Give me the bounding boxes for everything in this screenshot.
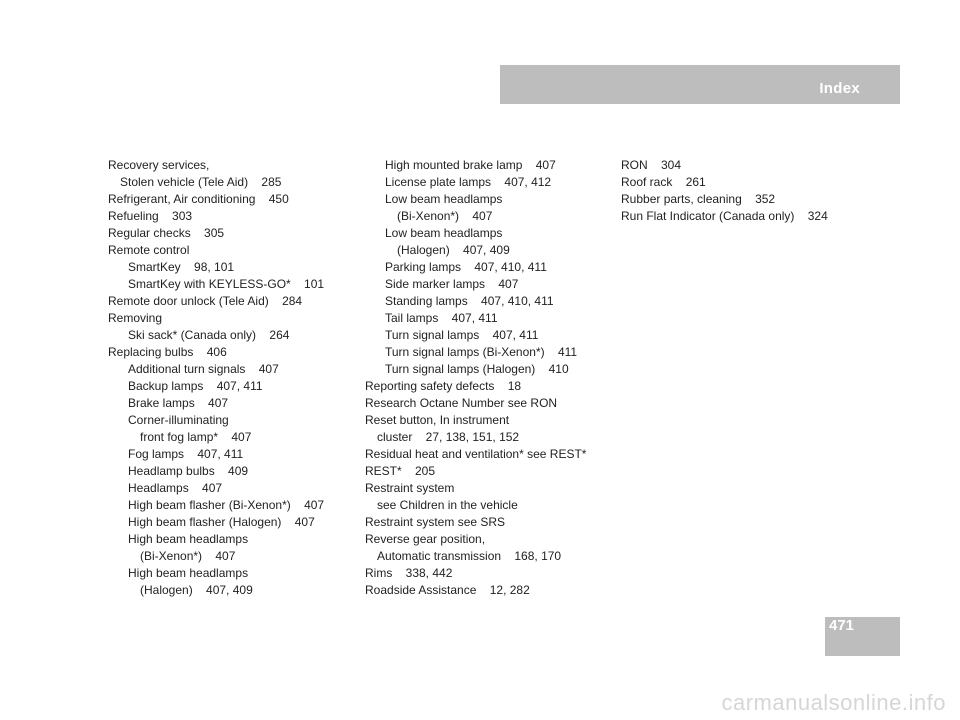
index-entry: Recovery services, (108, 158, 210, 172)
index-entry: (Halogen) 407, 409 (397, 243, 510, 257)
index-entry: Headlamp bulbs 409 (128, 464, 249, 478)
index-entry: Restraint system (365, 481, 455, 495)
index-entry: Roadside Assistance 12, 282 (365, 583, 530, 597)
index-column-1 (108, 157, 358, 599)
index-entry: Ski sack* (Canada only) 264 (128, 328, 290, 342)
header-bar (500, 65, 900, 104)
index-entry: Backup lamps 407, 411 (128, 379, 263, 393)
index-entry: License plate lamps 407, 412 (385, 175, 552, 189)
page-number: 471 (829, 617, 855, 634)
index-entry: Fog lamps 407, 411 (128, 447, 244, 461)
index-entry: High beam flasher (Bi-Xenon*) 407 (128, 498, 325, 512)
index-column-3 (621, 157, 871, 225)
index-entry: Turn signal lamps 407, 411 (385, 328, 539, 342)
index-entry: (Bi-Xenon*) 407 (397, 209, 493, 223)
index-entry: Turn signal lamps (Halogen) 410 (385, 362, 569, 376)
index-entry: High beam headlamps (128, 532, 249, 546)
index-entry: REST* 205 (365, 464, 436, 478)
watermark: carmanualsonline.info (721, 690, 946, 715)
page-title: Index (819, 80, 860, 97)
index-entry: cluster 27, 138, 151, 152 (377, 430, 520, 444)
index-entry: front fog lamp* 407 (140, 430, 252, 444)
index-entry: see Children in the vehicle (377, 498, 518, 512)
index-entry: RON 304 (621, 158, 682, 172)
index-entry: Rims 338, 442 (365, 566, 453, 580)
index-entry: Stolen vehicle (Tele Aid) 285 (120, 175, 282, 189)
index-entry: High beam flasher (Halogen) 407 (128, 515, 315, 529)
index-entry: Refueling 303 (108, 209, 193, 223)
index-entry: Roof rack 261 (621, 175, 706, 189)
index-entry: SmartKey 98, 101 (128, 260, 235, 274)
index-entry: Run Flat Indicator (Canada only) 324 (621, 209, 828, 223)
index-entry: Regular checks 305 (108, 226, 225, 240)
index-entry: Remote control (108, 243, 190, 257)
index-entry: Research Octane Number see RON (365, 396, 558, 410)
index-entry: Rubber parts, cleaning 352 (621, 192, 776, 206)
index-entry: High mounted brake lamp 407 (385, 158, 556, 172)
index-entry: Low beam headlamps (385, 192, 503, 206)
index-entry: Removing (108, 311, 163, 325)
page-number-box (825, 617, 900, 656)
index-entry: Reverse gear position, (365, 532, 486, 546)
index-entry: (Halogen) 407, 409 (140, 583, 253, 597)
index-entry: (Bi-Xenon*) 407 (140, 549, 236, 563)
index-entry: Restraint system see SRS (365, 515, 506, 529)
index-entry: Automatic transmission 168, 170 (377, 549, 562, 563)
index-entry: Tail lamps 407, 411 (385, 311, 498, 325)
index-entry: Reporting safety defects 18 (365, 379, 522, 393)
index-entry: Side marker lamps 407 (385, 277, 519, 291)
index-entry: Brake lamps 407 (128, 396, 229, 410)
index-entry: Replacing bulbs 406 (108, 345, 227, 359)
index-column-2 (365, 157, 615, 599)
index-entry: Residual heat and ventilation* see REST* (365, 447, 587, 461)
index-entry: Additional turn signals 407 (128, 362, 279, 376)
index-entry: Headlamps 407 (128, 481, 223, 495)
index-entry: SmartKey with KEYLESS-GO* 101 (128, 277, 325, 291)
index-entry: Corner-illuminating (128, 413, 229, 427)
index-entry: High beam headlamps (128, 566, 249, 580)
index-entry: Refrigerant, Air conditioning 450 (108, 192, 289, 206)
index-entry: Parking lamps 407, 410, 411 (385, 260, 547, 274)
index-entry: Reset button, In instrument (365, 413, 510, 427)
index-entry: Remote door unlock (Tele Aid) 284 (108, 294, 303, 308)
index-entry: Turn signal lamps (Bi-Xenon*) 411 (385, 345, 578, 359)
index-entry: Low beam headlamps (385, 226, 503, 240)
index-entry: Standing lamps 407, 410, 411 (385, 294, 554, 308)
